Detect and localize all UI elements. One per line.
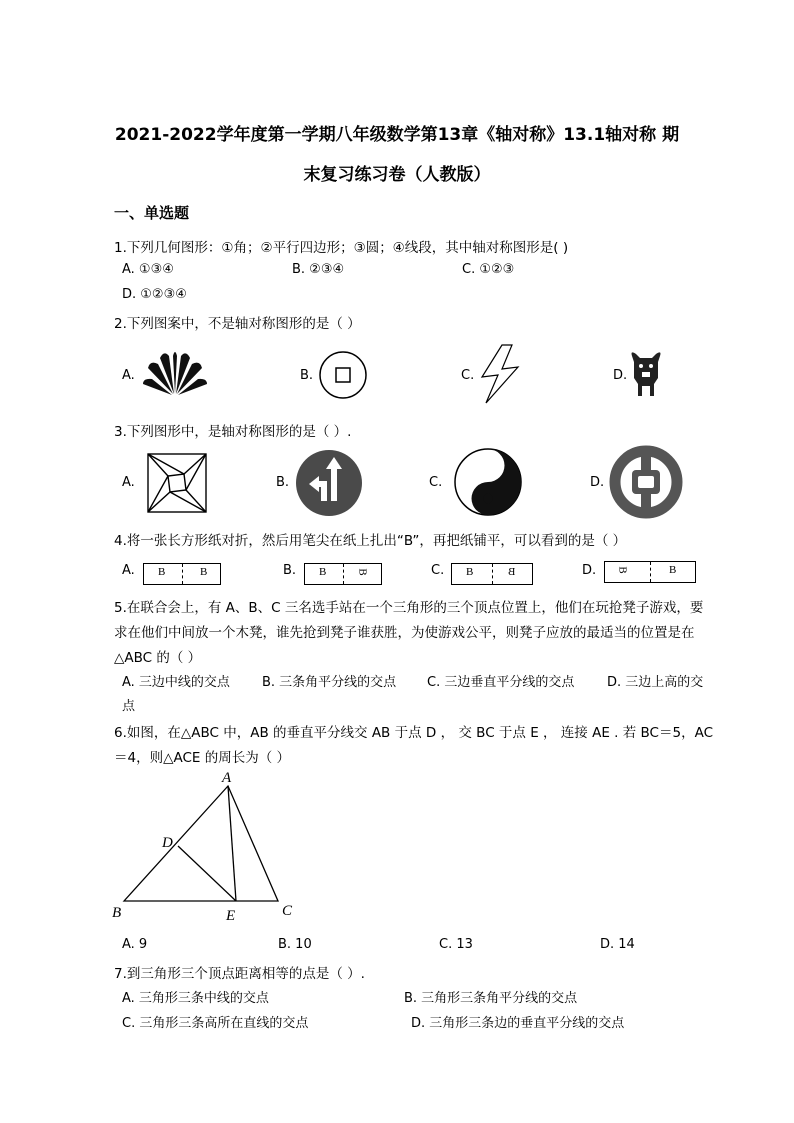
q3-option-a[interactable]: A. <box>122 475 135 490</box>
q5-option-d-continued: 点 <box>122 699 136 714</box>
q6-option-b[interactable]: B. 10 <box>278 937 312 952</box>
q5-option-a[interactable]: A. 三边中线的交点 <box>122 675 230 690</box>
q1-option-c[interactable]: C. ①②③ <box>462 262 515 277</box>
fold-letter: B <box>669 564 677 576</box>
q6-line2: ＝4，则△ACE 的周长为（ ） <box>114 750 291 766</box>
q6-option-d[interactable]: D. 14 <box>600 937 635 952</box>
q4-option-d-figure <box>604 561 696 583</box>
lightning-icon <box>478 343 522 405</box>
yin-yang-icon <box>453 447 523 517</box>
fold-letter: B <box>466 566 474 578</box>
q4-option-d[interactable]: D. <box>582 563 597 578</box>
q2-stem: 2.下列图案中，不是轴对称图形的是（ ） <box>114 316 361 332</box>
q3-option-d[interactable]: D. <box>590 475 605 490</box>
q6-option-a[interactable]: A. 9 <box>122 937 148 952</box>
q5-option-c[interactable]: C. 三边垂直平分线的交点 <box>427 675 575 690</box>
triangle-diagram <box>110 770 300 925</box>
fold-letter: B <box>319 566 327 578</box>
label-a: A <box>222 770 232 786</box>
bronze-ox-icon <box>628 350 664 400</box>
q4-stem: 4.将一张长方形纸对折，然后用笔尖在纸上扎出“B”，再把纸铺平，可以看到的是（ ） <box>114 533 627 549</box>
fold-letter-rotated: B <box>616 566 629 574</box>
q7-stem: 7.到三角形三个顶点距离相等的点是（ ）. <box>114 966 365 982</box>
q4-option-c[interactable]: C. <box>431 563 445 578</box>
q3-option-c[interactable]: C. <box>429 475 443 490</box>
section-heading: 一、单选题 <box>114 204 190 222</box>
q1-option-a[interactable]: A. ①③④ <box>122 262 174 277</box>
q4-option-b-figure <box>304 563 382 585</box>
doc-title-line2: 末复习练习卷（人教版） <box>303 165 491 185</box>
q4-option-b[interactable]: B. <box>283 563 297 578</box>
fold-letter-rotated: B <box>356 568 369 576</box>
segment-de <box>178 846 236 901</box>
q7-option-c[interactable]: C. 三角形三条高所在直线的交点 <box>122 1016 309 1031</box>
q3-option-b[interactable]: B. <box>276 475 290 490</box>
q3-stem: 3.下列图形中，是轴对称图形的是（ ）. <box>114 424 352 440</box>
doc-title-line1: 2021-2022学年度第一学期八年级数学第13章《轴对称》13.1轴对称 期 <box>114 125 680 145</box>
q5-option-d[interactable]: D. 三边上高的交 <box>607 675 704 690</box>
q5-line1: 5.在联合会上，有 A、B、C 三名选手站在一个三角形的三个顶点位置上，他们在玩抢凳子游戏，要 <box>114 600 704 616</box>
fold-letter-mirrored: B <box>508 566 516 578</box>
label-d: D <box>162 835 173 851</box>
pinwheel-square-icon <box>146 452 208 514</box>
q7-option-b[interactable]: B. 三角形三条角平分线的交点 <box>404 991 578 1006</box>
q4-option-c-figure <box>451 563 533 585</box>
q1-option-d[interactable]: D. ①②③④ <box>122 287 187 302</box>
q6-line1: 6.如图，在△ABC 中，AB 的垂直平分线交 AB 于点 D ， 交 BC 于点 E ， 连接 AE . 若 BC＝5，AC <box>114 725 713 741</box>
road-sign-icon <box>295 449 363 517</box>
q1-stem: 1.下列几何图形：①角；②平行四边形；③圆；④线段，其中轴对称图形是( ) <box>114 240 569 256</box>
fold-letter: B <box>200 566 208 578</box>
q5-option-b[interactable]: B. 三条角平分线的交点 <box>262 675 397 690</box>
coin-icon <box>318 350 368 400</box>
q2-option-b[interactable]: B. <box>300 368 314 383</box>
q2-option-d[interactable]: D. <box>613 368 628 383</box>
huawei-logo-icon <box>140 346 210 396</box>
q7-option-a[interactable]: A. 三角形三条中线的交点 <box>122 991 269 1006</box>
fold-letter: B <box>158 566 166 578</box>
label-b: B <box>112 905 122 921</box>
q5-line3: △ABC 的（ ） <box>114 650 202 666</box>
triangle-abc <box>124 786 278 901</box>
q5-line2: 求在他们中间放一个木凳，谁先抢到凳子谁获胜，为使游戏公平，则凳子应放的最适当的位置是在 <box>114 625 695 641</box>
bank-of-china-logo-icon <box>609 445 683 519</box>
label-c: C <box>282 903 293 919</box>
q4-option-a[interactable]: A. <box>122 563 135 578</box>
q1-option-b[interactable]: B. ②③④ <box>292 262 345 277</box>
q2-option-c[interactable]: C. <box>461 368 475 383</box>
q4-option-a-figure <box>143 563 221 585</box>
q6-option-c[interactable]: C. 13 <box>439 937 473 952</box>
q2-option-a[interactable]: A. <box>122 368 135 383</box>
q7-option-d[interactable]: D. 三角形三条边的垂直平分线的交点 <box>411 1016 625 1031</box>
label-e: E <box>226 908 236 924</box>
